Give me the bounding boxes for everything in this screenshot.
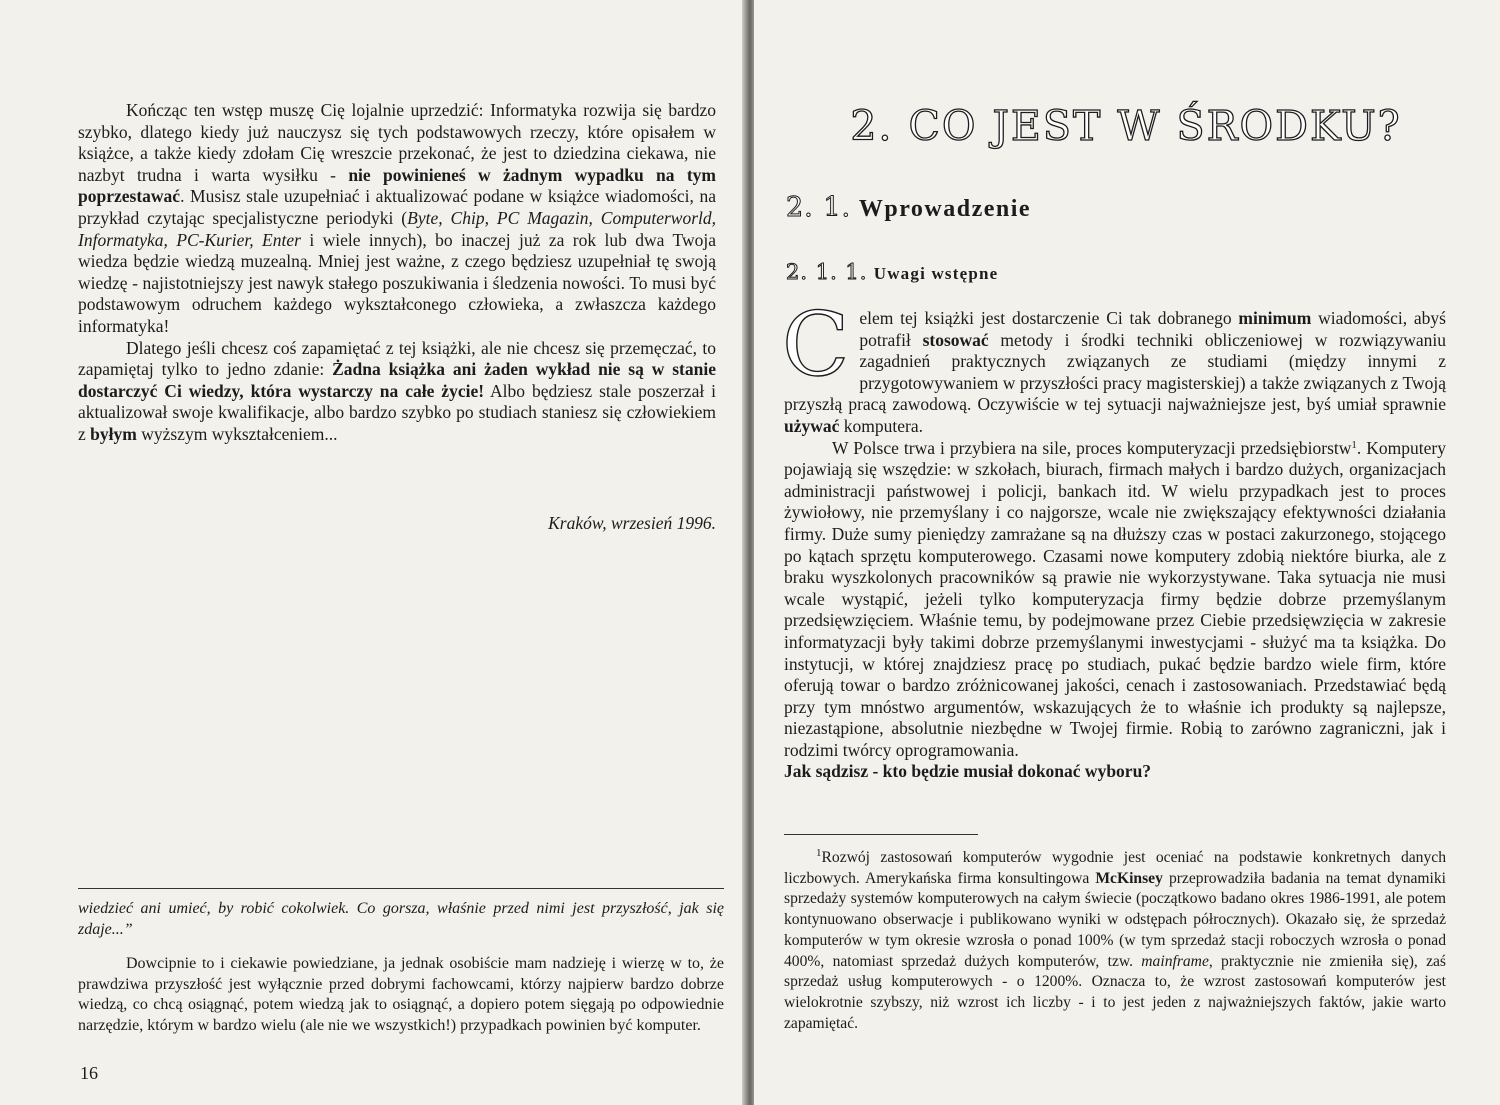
subsection-title: Uwagi wstępne — [873, 264, 999, 283]
section-title: Wprowadzenie — [858, 196, 1032, 222]
right-page — [754, 0, 1500, 1105]
section-heading — [786, 192, 1031, 223]
left-page-bottom-text — [78, 898, 724, 1036]
paragraph-3: Dowcipnie to i ciekawie powiedziane, ja jednak osobiście mam nadzieję i wierzę w to, że prawdziwa przyszłość jest wyłącznie przed dobrymi fachowcami, którzy najpierw bardzo dobrze wiedzą, co chcą osiągnąć, potem wiedzą jak to osiągnąć, a dopiero potem sięgają po odpowiednie narzędzie, którym w bardzo wielu (ale nie we wszystkich!) przypadkach powinien być komputer. — [78, 955, 724, 1034]
footnote-divider — [784, 834, 978, 835]
footnote-text: $^1$Rozwój zastosowań komputerów wygodnie jest oceniać na podstawie konkretnych danych liczbowych. Amerykańska firma konsultingowa McKinsey przeprowadziła badania na temat dynamiki sprzedaży systemów komputerowych na całym świecie (początkowo badano okres 1986-1991, ale potem kontynuowano obserwacje i publikowano wyniki w odstępach półrocznych). Okazało się, że sprzedaż komputerów w tym okresie wzrosła o ponad 100% (w tym sprzedaż stacji roboczych wzrosła o ponad 400%, natomiast sprzedaż dużych komputerów, tzw. mainframe, praktycznie nie zmieniła się), zaś sprzedaż usług komputerowych - o 1200%. Oznacza to, że wzrost zastosowań komputerów jest wielokrotnie szybszy, niż wzrost ich liczby - i to jest jeden z najważniejszych faktów, jakie warto zapamiętać. — [784, 847, 1446, 1032]
drop-cap: C — [782, 293, 850, 396]
chapter-title: 2. CO JEST W ŚRODKU? — [850, 102, 1402, 150]
right-page-main-text — [782, 293, 1446, 783]
question-line: Jak sądzisz - kto będzie musiał dokonać wyboru? — [784, 761, 1152, 782]
subsection-heading — [786, 260, 998, 285]
left-page — [0, 0, 746, 1105]
subsection-number: 2. 1. 1. — [786, 260, 868, 284]
paragraph-intro: Celem tej książki jest dostarczenie Ci tak dobranego minimum wiadomości, abyś potrafił stosować metody i środki techniki obliczeniowej w rozwiązywaniu zagadnień praktycznych związanych ze studiami (między innymi z przygotowywaniem w przyszłości pracy magisterskiej) a także związanych z Twoją przyszłą pracą zawodową. Oczywiście w tej sytuacji najważniejsze jest, byś umiał sprawnie używać komputera. — [782, 293, 1446, 436]
divider-line — [78, 888, 724, 889]
signature-place-date: Kraków, wrzesień 1996. — [548, 513, 716, 533]
paragraph-computerization: W Polsce trwa i przybiera na sile, proces komputeryzacji przedsiębiorstw$^1$. Komputery pojawiają się wszędzie: w szkołach, biurach, firmach małych i bardzo dużych, organizacjach administracji państwowej i policji, bankach itd. W wielu przypadkach jest to proces żywiołowy, nie przemyślany i co najgorsze, wcale nie zwiększający efektywności działania firmy. Duże sumy pieniędzy zamrażane są na dłuższy czas w postaci zakurzonego, stojącego po kątach sprzętu komputerowego. Czasami nowe komputery zdobią niektóre biurka, ale z braku wyszkolonych pracowników są prawie nie wykorzystywane. Taka sytuacja nie musi wcale wystąpić, jeżeli tylko komputeryzacja firmy będzie dobrze przemyślanym przedsięwzięciem. Właśnie temu, by podejmowane przez Ciebie przedsięwzięcia w zakresie informatyzacji były takimi dobrze przemyślanymi inwestycjami - służyć ma ta książka. Do instytucji, w której znajdziesz pracę po studiach, pukać będzie bardzo wiele firm, które oferują towar o bardzo zróżnicowanej jakości, cenach i zastosowaniach. Przedstawiać będą przy tym mnóstwo argumentów, wskazujących że to właśnie ich produkty są najlepsze, niezastąpione, absolutnie niezbędne w Twojej firmie. Robią to zarówno zagraniczni, jak i rodzimi twórcy oprogramowania. — [784, 437, 1446, 760]
section-number: 2. 1. — [786, 192, 852, 223]
footnote-marker: 1 — [1351, 438, 1357, 451]
paragraph-1: Kończąc ten wstęp muszę Cię lojalnie uprzedzić: Informatyka rozwija się bardzo szybko, dlatego kiedy już nauczysz się tych podstawowych rzeczy, które opisałem w książce, a także kiedy zdołam Cię wreszcie przekonać, że jest to dziedzina ciekawa, nie nazbyt trudna i warta wysiłku - nie powinieneś w żadnym wypadku na tym poprzestawać. Musisz stale uzupełniać i aktualizować podane w książce wiadomości, na przykład czytając specjalistyczne periodyki (Byte, Chip, PC Magazin, Computerworld, Informatyka, PC-Kurier, Enter i wiele innych), bo inaczej już za rok lub dwa Twoja wiedza będzie wiedzą muzealną. Mniej jest ważne, z czego będziesz uzupełniał tę swoją wiedzę - najistotniejszy jest nawyk stałego poszukiwania i śledzenia nowości. To musi być podstawowym odruchem każdego wykształconego człowieka, a zwłaszcza każdego informatyka! — [78, 100, 717, 336]
page-number: 16 — [80, 1063, 98, 1083]
left-page-main-text — [78, 100, 716, 446]
quote-continuation: wiedzieć ani umieć, by robić cokolwiek. Co gorsza, właśnie przed nimi jest przyszłość, jak się zdaje...” — [78, 900, 724, 938]
footnote — [784, 848, 1446, 1034]
paragraph-2: Dlatego jeśli chcesz coś zapamiętać z tej książki, ale nie chcesz się przemęczać, to zapamiętaj tylko to jedno zdanie: Żadna książka ani żaden wykład nie są w stanie dostarczyć Ci wiedzy, która wystarczy na całe życie! Albo będziesz stale poszerzał i aktualizował swoje kwalifikacje, albo bardzo szybko po studiach staniesz się człowiekiem z byłym wyższym wykształceniem... — [78, 337, 716, 444]
